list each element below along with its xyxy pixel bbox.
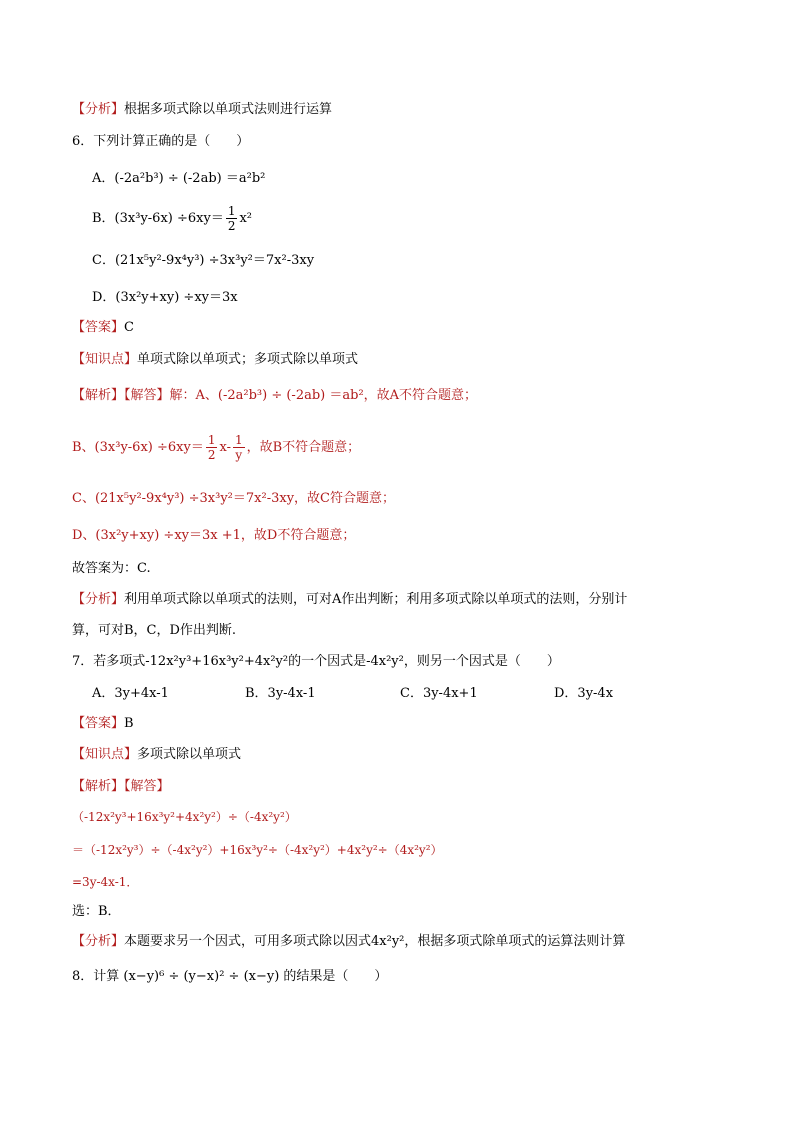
knowledge-text: 多项式除以单项式 <box>137 747 242 762</box>
q7-solution-step-2: ＝（-12x²y³）÷（-4x²y²）+16x³y²÷（-4x²y²）+4x²y²÷（4x²y²） <box>72 843 443 857</box>
solution-b-left: B、(3x³y-6x) ÷6xy＝ <box>72 440 204 455</box>
q6-solution-line-b <box>72 430 360 466</box>
question-6-stem: 6．下列计算正确的是（ ） <box>72 134 250 149</box>
q7-analysis-line <box>72 933 625 951</box>
q7-option-c: C．3y-4x+1 <box>400 686 478 701</box>
q6-option-b-left: B．(3x³y-6x) ÷6xy＝ <box>92 211 224 226</box>
q7-solution-tag-line <box>72 778 170 796</box>
answer-tag: 【答案】 <box>72 320 125 335</box>
question-7-stem: 7．若多项式-12x²y³+16x³y²+4x²y²的一个因式是-4x²y²，则另一个因式是（ ） <box>72 654 560 669</box>
q6-option-b <box>92 204 252 234</box>
q7-option-a: A．3y+4x-1 <box>92 686 169 701</box>
solution-tag: 【解析】【解答】 <box>72 388 170 403</box>
analysis-tag: 【分析】 <box>72 592 125 607</box>
analysis-tag: 【分析】 <box>72 934 125 949</box>
analysis-text: 根据多项式除以单项式法则进行运算 <box>124 102 333 117</box>
knowledge-tag: 【知识点】 <box>72 747 138 762</box>
analysis-tag: 【分析】 <box>72 102 125 117</box>
q7-option-b: B．3y-4x-1 <box>245 686 316 701</box>
question-8-stem: 8．计算 (x−y)⁶ ÷ (y−x)² ÷ (x−y) 的结果是（ ） <box>72 969 388 984</box>
numerator: 1 <box>227 204 236 218</box>
q7-solution-step-1: （-12x²y³+16x³y²+4x²y²）÷（-4x²y²） <box>72 810 297 824</box>
fraction <box>226 204 238 233</box>
denominator: 2 <box>207 448 216 462</box>
solution-b-right: ，故B不符合题意； <box>246 440 361 455</box>
numerator: 1 <box>207 433 216 447</box>
denominator: 2 <box>227 219 236 233</box>
solution-a: 解：A、(-2a²b³) ÷ (-2ab) ＝ab²，故A不符合题意； <box>169 388 478 403</box>
knowledge-tag: 【知识点】 <box>72 352 138 367</box>
q6-solution-line-c: C、(21x⁵y²-9x⁴y³) ÷3x³y²＝7x²-3xy，故C符合题意； <box>72 491 395 506</box>
q7-option-d: D．3y-4x <box>554 686 614 701</box>
answer-value: B <box>124 716 134 731</box>
fraction <box>233 433 245 462</box>
q6-answer-line <box>72 319 134 337</box>
solution-tag: 【解析】【解答】 <box>72 779 170 794</box>
q6-conclusion: 故答案为：C. <box>72 561 151 576</box>
q7-knowledge-line <box>72 746 241 764</box>
answer-tag: 【答案】 <box>72 716 125 731</box>
q7-solution-step-3: =3y-4x-1． <box>72 875 139 889</box>
knowledge-text: 单项式除以单项式；多项式除以单项式 <box>137 352 359 367</box>
q7-answer-line <box>72 715 134 733</box>
q7-choice: 选：B． <box>72 904 121 919</box>
denominator: y <box>235 448 243 462</box>
q6-option-c: C．(21x⁵y²-9x⁴y³) ÷3x³y²＝7x²-3xy <box>92 253 315 268</box>
analysis-text: 本题要求另一个因式，可用多项式除以因式4x²y²，根据多项式除单项式的运算法则计算 <box>124 934 626 949</box>
q6-solution-line-a <box>72 387 477 405</box>
fraction <box>206 433 218 462</box>
q5-analysis-line <box>72 101 332 119</box>
solution-b-mid: x- <box>219 440 231 455</box>
q6-option-d: D．(3x²y+xy) ÷xy＝3x <box>92 290 238 305</box>
numerator: 1 <box>234 433 243 447</box>
answer-value: C <box>124 320 134 335</box>
q6-option-a: A．(-2a²b³) ÷ (-2ab) ＝a²b² <box>92 171 266 186</box>
document-page <box>72 0 732 1123</box>
analysis-text: 利用单项式除以单项式的法则，可对A作出判断；利用多项式除以单项式的法则，分别计 <box>124 592 628 607</box>
q6-analysis-line-1 <box>72 591 627 609</box>
q6-analysis-line-2: 算，可对B，C，D作出判断. <box>72 623 237 638</box>
q6-option-b-right: x² <box>239 211 253 226</box>
q6-solution-line-d: D、(3x²y+xy) ÷xy＝3x +1，故D不符合题意； <box>72 528 356 543</box>
q6-knowledge-line <box>72 351 358 369</box>
